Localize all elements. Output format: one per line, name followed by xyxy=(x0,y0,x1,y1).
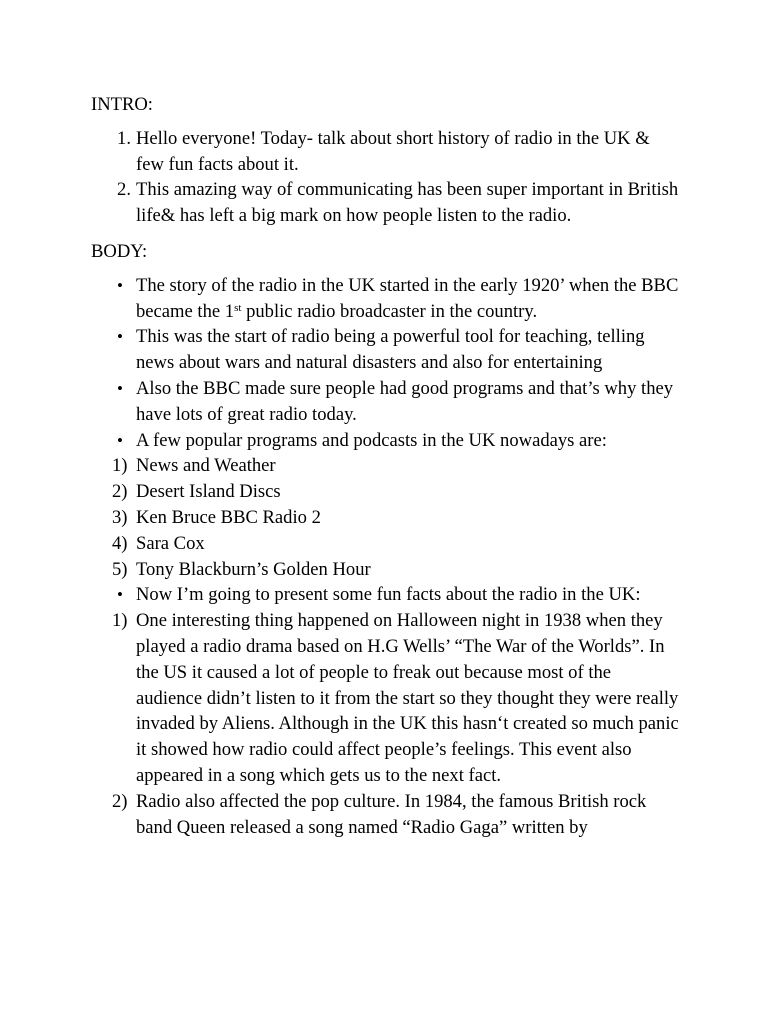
bullet-text: Also the BBC made sure people had good programs and that’s why they have lots of great radio today. xyxy=(136,377,674,425)
program-name: Tony Blackburn’s Golden Hour xyxy=(136,558,371,580)
bullet-text xyxy=(136,275,678,322)
list-number: 4) xyxy=(112,532,128,554)
program-name: Sara Cox xyxy=(136,532,205,554)
body-heading: BODY: xyxy=(91,240,148,262)
program-list-item xyxy=(91,453,691,479)
list-number: 2. xyxy=(117,179,131,201)
list-item-text: Hello everyone! Today- talk about short history of radio in the UK & few fun facts about it. xyxy=(136,127,650,175)
program-name: Ken Bruce BBC Radio 2 xyxy=(136,506,321,528)
list-number: 1) xyxy=(112,610,128,632)
bullet-item xyxy=(91,582,691,608)
program-name: Desert Island Discs xyxy=(136,481,281,503)
list-number: 2) xyxy=(112,790,128,812)
bullet-text: A few popular programs and podcasts in the UK nowadays are: xyxy=(136,429,607,451)
bullet-text-part: public radio broadcaster in the country. xyxy=(241,300,538,322)
bullet-item xyxy=(91,428,691,454)
bullet-text: Now I’m going to present some fun facts about the radio in the UK: xyxy=(136,584,641,606)
bullet-text: This was the start of radio being a powerful tool for teaching, telling news about wars and natural disasters and also for entertaining xyxy=(136,326,645,374)
document-content xyxy=(91,92,691,840)
bullet-icon: • xyxy=(117,378,123,398)
program-name: News and Weather xyxy=(136,455,276,477)
intro-heading: INTRO: xyxy=(91,94,153,115)
ordinal-superscript: st xyxy=(234,301,242,314)
fact-text: Radio also affected the pop culture. In 1984, the famous British rock band Queen released a song named “Radio Gaga” written by xyxy=(136,790,647,838)
list-number: 1) xyxy=(112,455,128,477)
fact-text: One interesting thing happened on Halloween night in 1938 when they played a radio drama based on H.G Wells’ “The War of the Worlds”. In the US it caused a lot of people to freak out because most of the audience didn’t listen to it from the start so they thought they were really invaded by Aliens. Although in the UK this hasn‘t created so much panic it showed how radio could affect people’s feelings. This event also appeared in a song which gets us to the next fact. xyxy=(136,610,679,786)
bullet-icon: • xyxy=(117,275,123,295)
bullet-item xyxy=(91,376,691,428)
bullet-text-part: The story of the radio in the UK started in the early 1920’ when the BBC became the 1 xyxy=(136,274,679,322)
list-number: 2) xyxy=(112,481,128,503)
list-number: 3) xyxy=(112,506,128,528)
bullet-item xyxy=(91,273,691,325)
bullet-icon: • xyxy=(117,430,123,450)
program-list-item xyxy=(91,505,691,531)
bullet-icon: • xyxy=(117,585,123,605)
bullet-item xyxy=(91,324,691,376)
program-list-item xyxy=(91,557,691,583)
intro-list-item xyxy=(91,177,691,229)
intro-list-item xyxy=(91,126,691,178)
list-item-text: This amazing way of communicating has been super important in British life& has left a big mark on how people listen to the radio. xyxy=(136,179,679,227)
list-number: 5) xyxy=(112,558,128,580)
program-list-item xyxy=(91,531,691,557)
bullet-icon: • xyxy=(117,327,123,347)
program-list-item xyxy=(91,479,691,505)
fact-list-item xyxy=(91,608,691,789)
fact-list-item xyxy=(91,789,691,841)
list-number: 1. xyxy=(117,127,131,149)
